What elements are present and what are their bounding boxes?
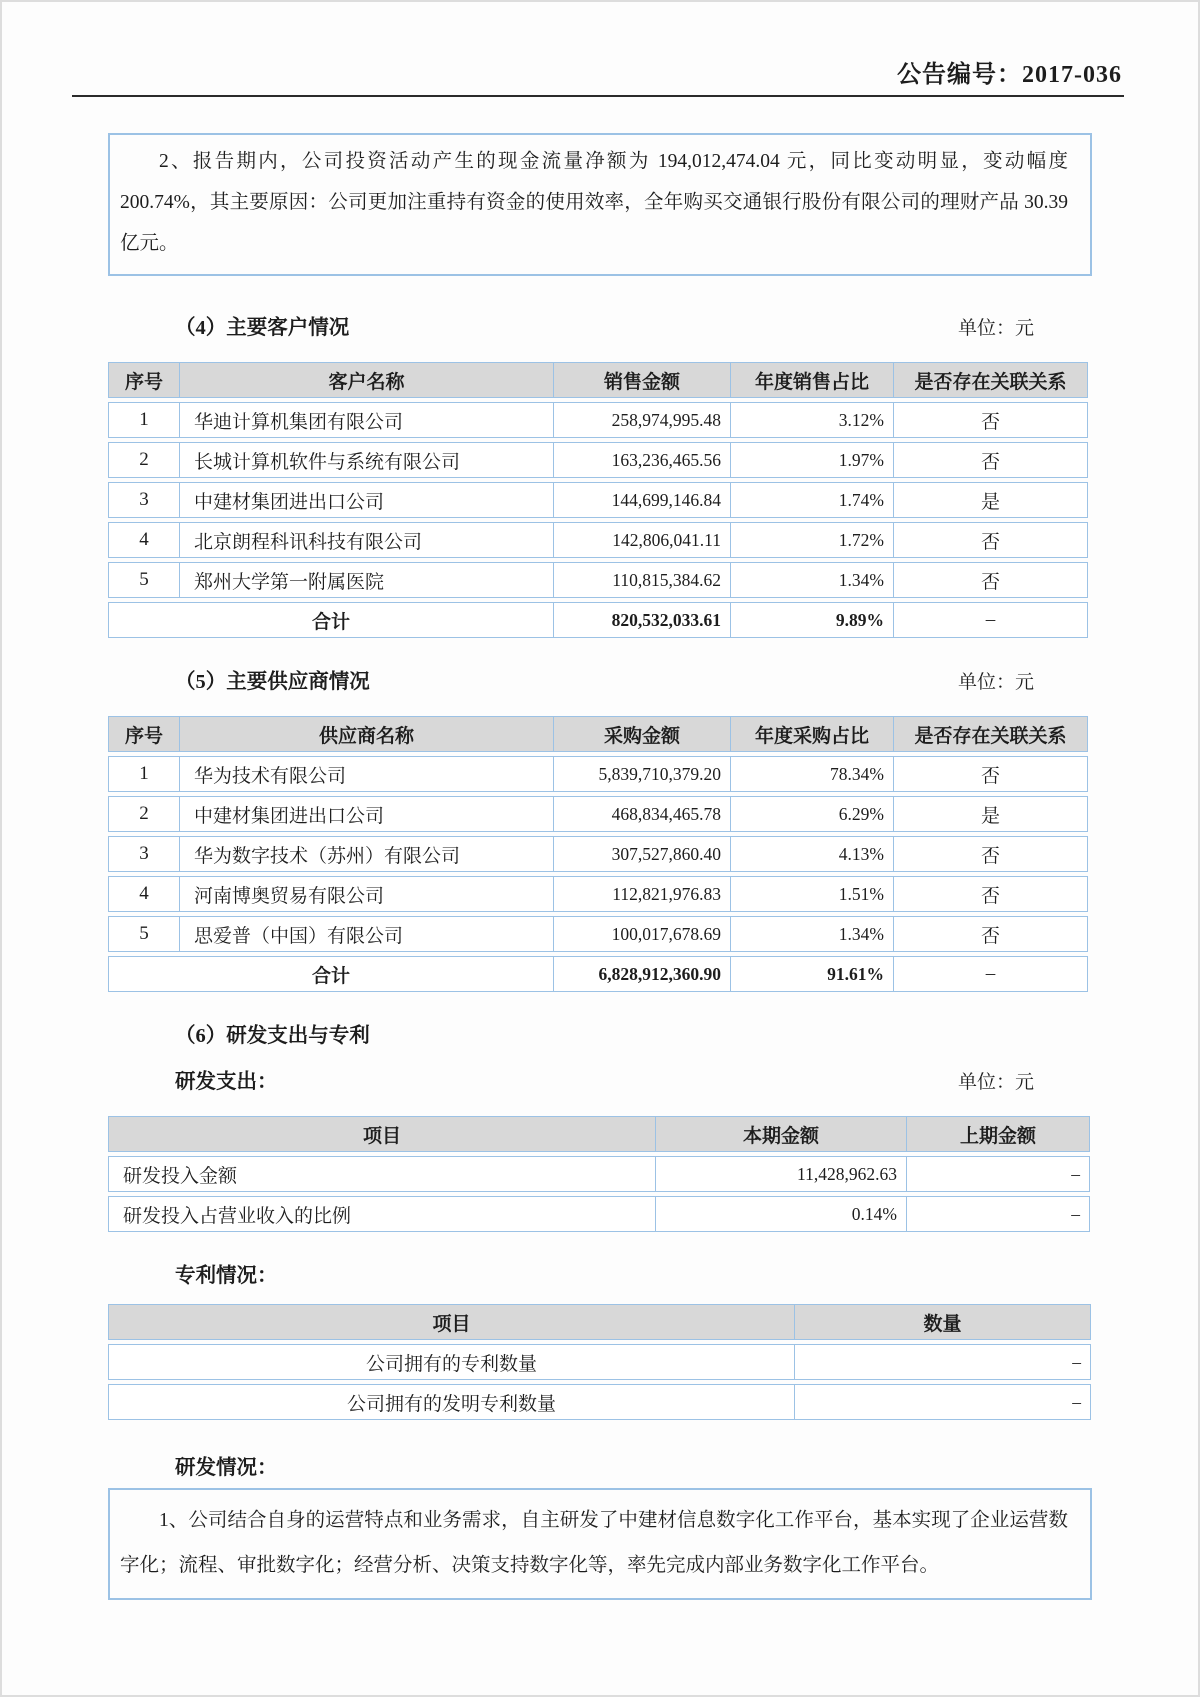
table-row xyxy=(108,1156,1092,1192)
cell-quantity: – xyxy=(794,1384,1091,1420)
research-note-box xyxy=(108,1488,1092,1600)
rd-section-header xyxy=(108,1018,1092,1048)
research-label: 研发情况： xyxy=(175,1457,278,1479)
cell-supplier-name: 华为技术有限公司 xyxy=(179,756,554,792)
cell-supplier-name: 思爱普（中国）有限公司 xyxy=(179,916,554,952)
table-row xyxy=(108,836,1092,872)
cell-current-amount: 0.14% xyxy=(655,1196,907,1232)
table-row xyxy=(108,876,1092,912)
patent-header-row xyxy=(108,1304,1092,1340)
suppliers-section-header xyxy=(108,664,1092,694)
announcement-number: 公告编号：2017-036 xyxy=(897,62,1122,88)
table-row xyxy=(108,442,1092,478)
customers-table xyxy=(108,362,1092,638)
header-rule xyxy=(72,95,1124,97)
suppliers-header-row xyxy=(108,716,1092,752)
cell-purchase-ratio: 4.13% xyxy=(730,836,894,872)
header-cell-customer-name: 客户名称 xyxy=(179,362,554,398)
total-purchase-ratio: 91.61% xyxy=(730,956,894,992)
cell-prior-amount: – xyxy=(906,1196,1090,1232)
customers-section-title: （4）主要客户情况 xyxy=(175,317,350,339)
header-cell-purchase-amount: 采购金额 xyxy=(553,716,731,752)
total-row xyxy=(108,956,1092,992)
cell-sales-ratio: 3.12% xyxy=(730,402,894,438)
table-row xyxy=(108,1344,1092,1380)
cell-related-party: 否 xyxy=(893,562,1088,598)
cell-item: 研发投入占营业收入的比例 xyxy=(108,1196,656,1232)
cell-purchase-amount: 112,821,976.83 xyxy=(553,876,731,912)
cell-related-party: 否 xyxy=(893,522,1088,558)
page-header xyxy=(2,2,1198,97)
cell-supplier-name: 河南博奥贸易有限公司 xyxy=(179,876,554,912)
cell-customer-name: 北京朗程科讯科技有限公司 xyxy=(179,522,554,558)
table-row xyxy=(108,756,1092,792)
page-content xyxy=(2,133,1198,1600)
table-row xyxy=(108,402,1092,438)
rd-section-title: （6）研发支出与专利 xyxy=(175,1025,370,1047)
table-row xyxy=(108,1196,1092,1232)
cell-sales-amount: 258,974,995.48 xyxy=(553,402,731,438)
header-cell-sales-ratio: 年度销售占比 xyxy=(730,362,894,398)
cell-customer-name: 郑州大学第一附属医院 xyxy=(179,562,554,598)
cell-sales-ratio: 1.72% xyxy=(730,522,894,558)
cell-purchase-amount: 100,017,678.69 xyxy=(553,916,731,952)
cell-purchase-ratio: 6.29% xyxy=(730,796,894,832)
cell-index: 2 xyxy=(108,796,180,832)
table-row xyxy=(108,482,1092,518)
total-sales-ratio: 9.89% xyxy=(730,602,894,638)
customers-unit-label: 单位：元 xyxy=(957,318,1034,339)
cell-customer-name: 长城计算机软件与系统有限公司 xyxy=(179,442,554,478)
table-row xyxy=(108,796,1092,832)
cell-related-party: 否 xyxy=(893,836,1088,872)
suppliers-section-title: （5）主要供应商情况 xyxy=(175,671,370,693)
header-cell-prior-amount: 上期金额 xyxy=(906,1116,1090,1152)
rd-expense-header-row xyxy=(108,1116,1092,1152)
cell-item: 公司拥有的专利数量 xyxy=(108,1344,795,1380)
cell-sales-ratio: 1.34% xyxy=(730,562,894,598)
cell-index: 3 xyxy=(108,482,180,518)
cell-item: 研发投入金额 xyxy=(108,1156,656,1192)
total-purchase-amount: 6,828,912,360.90 xyxy=(553,956,731,992)
cell-related-party: 否 xyxy=(893,442,1088,478)
total-sales-amount: 820,532,033.61 xyxy=(553,602,731,638)
cell-supplier-name: 中建材集团进出口公司 xyxy=(179,796,554,832)
cell-related-party: 是 xyxy=(893,796,1088,832)
cell-purchase-ratio: 1.34% xyxy=(730,916,894,952)
cell-related-party: 否 xyxy=(893,756,1088,792)
table-row xyxy=(108,916,1092,952)
cell-customer-name: 中建材集团进出口公司 xyxy=(179,482,554,518)
header-cell-item: 项目 xyxy=(108,1304,795,1340)
cell-sales-amount: 110,815,384.62 xyxy=(553,562,731,598)
cell-purchase-amount: 307,527,860.40 xyxy=(553,836,731,872)
cell-purchase-amount: 468,834,465.78 xyxy=(553,796,731,832)
cell-purchase-ratio: 78.34% xyxy=(730,756,894,792)
cell-supplier-name: 华为数字技术（苏州）有限公司 xyxy=(179,836,554,872)
cell-prior-amount: – xyxy=(906,1156,1090,1192)
suppliers-table xyxy=(108,716,1092,992)
cell-sales-amount: 142,806,041.11 xyxy=(553,522,731,558)
cell-related-party: 否 xyxy=(893,876,1088,912)
cell-index: 3 xyxy=(108,836,180,872)
cell-sales-amount: 144,699,146.84 xyxy=(553,482,731,518)
header-cell-index: 序号 xyxy=(108,362,180,398)
customers-section-header xyxy=(108,310,1092,340)
total-row xyxy=(108,602,1092,638)
total-label: 合计 xyxy=(108,602,554,638)
cell-sales-ratio: 1.97% xyxy=(730,442,894,478)
cell-index: 5 xyxy=(108,562,180,598)
patent-label: 专利情况： xyxy=(175,1265,278,1287)
header-cell-item: 项目 xyxy=(108,1116,656,1152)
cash-flow-note-box xyxy=(108,133,1092,276)
header-cell-index: 序号 xyxy=(108,716,180,752)
patent-table xyxy=(108,1304,1092,1420)
cell-related-party: 否 xyxy=(893,916,1088,952)
patent-subheader xyxy=(108,1258,1092,1288)
research-note-text: 1、公司结合自身的运营特点和业务需求，自主研发了中建材信息数字化工作平台，基本实现了企业运营数字化；流程、审批数字化；经营分析、决策支持数字化等，率先完成内部业务数字化工作平台。 xyxy=(120,1510,1068,1576)
rd-expense-subheader xyxy=(108,1064,1092,1094)
header-cell-current-amount: 本期金额 xyxy=(655,1116,907,1152)
total-related-party: – xyxy=(893,602,1088,638)
cell-sales-amount: 163,236,465.56 xyxy=(553,442,731,478)
header-cell-quantity: 数量 xyxy=(794,1304,1091,1340)
total-related-party: – xyxy=(893,956,1088,992)
cell-index: 1 xyxy=(108,756,180,792)
cell-index: 2 xyxy=(108,442,180,478)
rd-unit-label: 单位：元 xyxy=(957,1072,1034,1093)
cell-current-amount: 11,428,962.63 xyxy=(655,1156,907,1192)
cell-sales-ratio: 1.74% xyxy=(730,482,894,518)
rd-expense-label: 研发支出： xyxy=(175,1071,278,1093)
cell-index: 4 xyxy=(108,522,180,558)
suppliers-unit-label: 单位：元 xyxy=(957,672,1034,693)
total-label: 合计 xyxy=(108,956,554,992)
cell-customer-name: 华迪计算机集团有限公司 xyxy=(179,402,554,438)
table-row xyxy=(108,562,1092,598)
table-row xyxy=(108,1384,1092,1420)
header-cell-supplier-name: 供应商名称 xyxy=(179,716,554,752)
cell-related-party: 是 xyxy=(893,482,1088,518)
cell-purchase-amount: 5,839,710,379.20 xyxy=(553,756,731,792)
table-row xyxy=(108,522,1092,558)
cell-index: 4 xyxy=(108,876,180,912)
rd-expense-table xyxy=(108,1116,1092,1232)
cell-related-party: 否 xyxy=(893,402,1088,438)
cell-index: 1 xyxy=(108,402,180,438)
cell-purchase-ratio: 1.51% xyxy=(730,876,894,912)
customers-header-row xyxy=(108,362,1092,398)
cell-index: 5 xyxy=(108,916,180,952)
header-cell-related-party: 是否存在关联关系 xyxy=(893,716,1088,752)
cash-flow-note-text: 2、报告期内，公司投资活动产生的现金流量净额为 194,012,474.04 元，同比变动明显，变动幅度 200.74%，其主要原因：公司更加注重持有资金的使用效率，全年购买交通银行股份有限公司的理财产品 30.39 亿元。 xyxy=(120,151,1068,254)
cell-quantity: – xyxy=(794,1344,1091,1380)
header-cell-related-party: 是否存在关联关系 xyxy=(893,362,1088,398)
research-subheader xyxy=(108,1450,1092,1480)
cell-item: 公司拥有的发明专利数量 xyxy=(108,1384,795,1420)
header-cell-sales-amount: 销售金额 xyxy=(553,362,731,398)
header-cell-purchase-ratio: 年度采购占比 xyxy=(730,716,894,752)
